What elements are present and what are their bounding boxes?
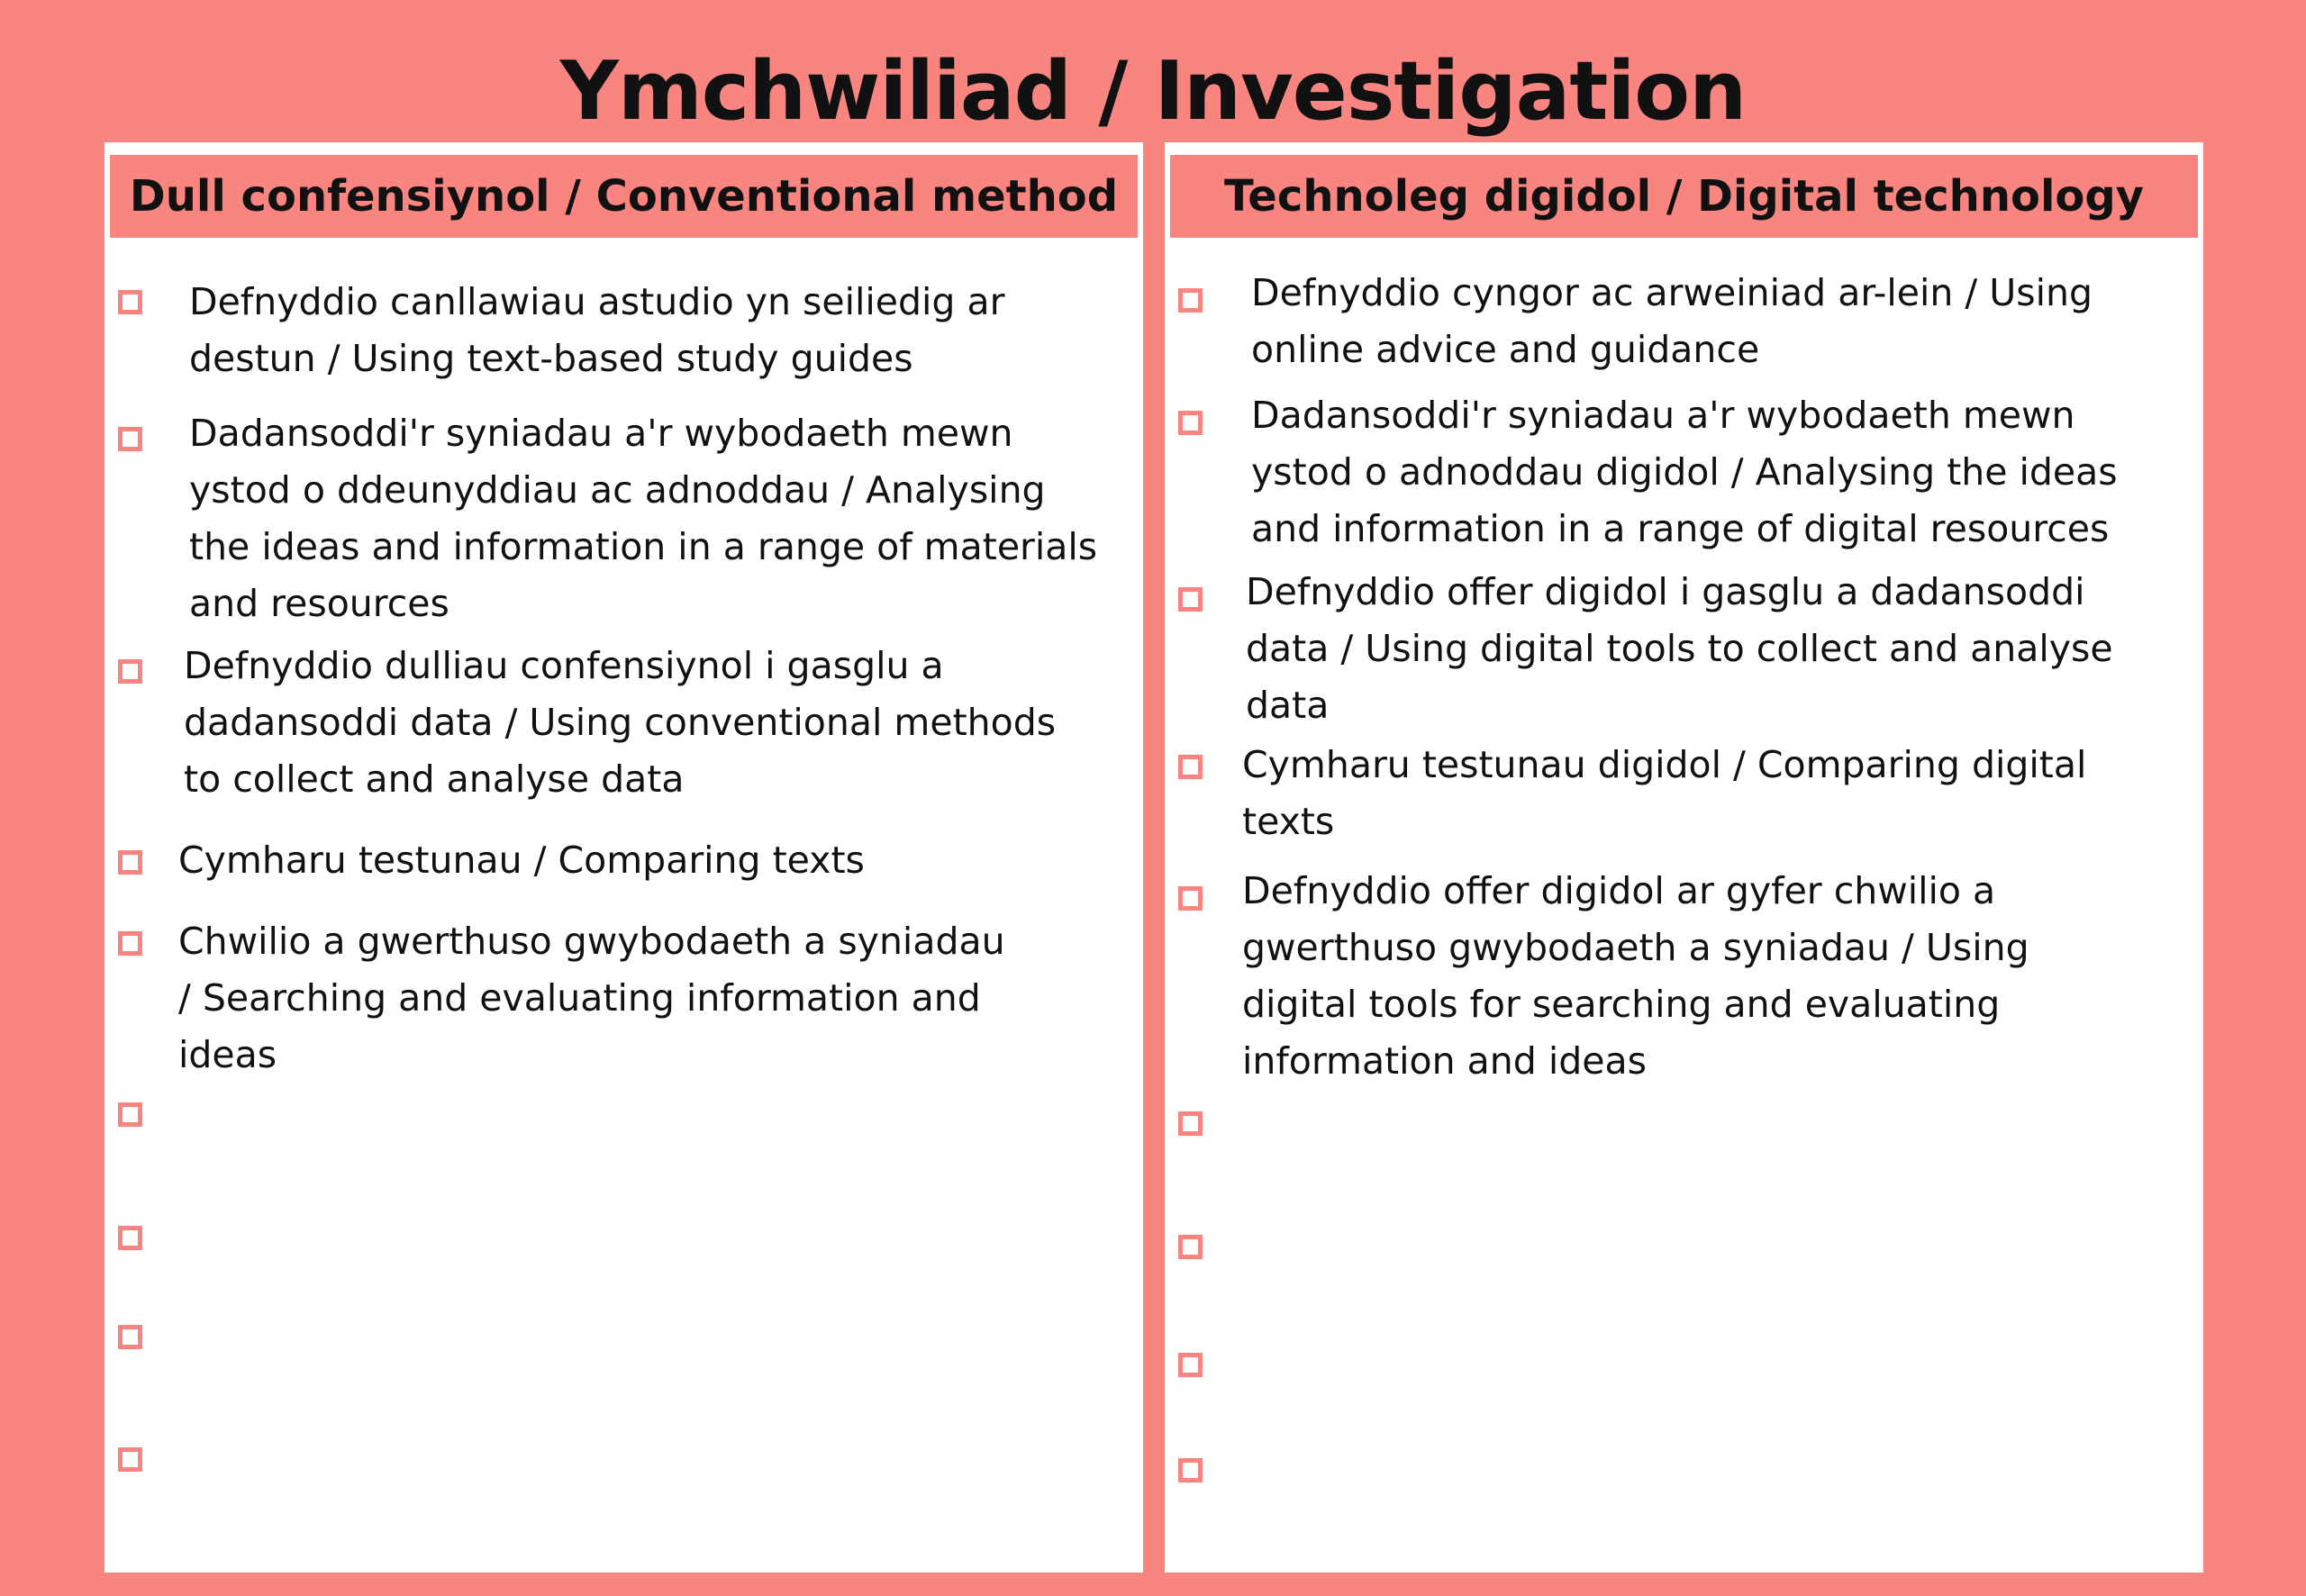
checklist-item-label: Defnyddio offer digidol ar gyfer chwilio a gwerthuso gwybodaeth a syniadau / Using digital tools for searching and evaluating information and ideas — [1242, 869, 2029, 1083]
checkbox[interactable] — [118, 1102, 142, 1127]
checkbox[interactable] — [118, 1447, 142, 1472]
checkbox[interactable] — [118, 659, 142, 684]
checkbox[interactable] — [1178, 1458, 1203, 1483]
checklist-item-label: Defnyddio dulliau confensiynol i gasglu a dadansoddi data / Using conventional methods to collect and analyse data — [184, 644, 1057, 801]
digital-technology-header: Technoleg digidol / Digital technology — [1170, 155, 2198, 238]
checklist-item-label: Chwilio a gwerthuso gwybodaeth a syniadau / Searching and evaluating information and ideas — [178, 920, 1005, 1076]
checklist-item-label: Dadansoddi'r syniadau a'r wybodaeth mewn ystod o adnoddau digidol / Analysing the ideas and information in a range of digital resources — [1251, 394, 2118, 550]
checklist-item-label: Cymharu testunau digidol / Comparing digital texts — [1242, 743, 2087, 843]
checkbox[interactable] — [118, 290, 142, 314]
checkbox[interactable] — [1178, 1353, 1203, 1377]
checkbox[interactable] — [1178, 587, 1203, 612]
checklist-item-label: Dadansoddi'r syniadau a'r wybodaeth mewn ystod o ddeunyddiau ac adnoddau / Analysing the ideas and information in a range of materials and resources — [189, 412, 1098, 625]
checkbox[interactable] — [118, 850, 142, 875]
conventional-method-header: Dull confensiynol / Conventional method — [110, 155, 1138, 238]
conventional-method-panel — [104, 142, 1143, 1573]
checkbox[interactable] — [1178, 886, 1203, 911]
checkbox[interactable] — [1178, 1111, 1203, 1136]
checkbox[interactable] — [1178, 755, 1203, 779]
checklist-item-label: Defnyddio canllawiau astudio yn seiliedig ar destun / Using text-based study guides — [189, 280, 1005, 380]
checklist-item-label: Defnyddio cyngor ac arweiniad ar-lein / Using online advice and guidance — [1251, 271, 2093, 371]
checkbox[interactable] — [1178, 411, 1203, 435]
digital-technology-panel — [1165, 142, 2203, 1573]
checkbox[interactable] — [118, 931, 142, 956]
checklist-item-label: Defnyddio offer digidol i gasglu a dadansoddi data / Using digital tools to collect and analyse data — [1246, 570, 2113, 727]
page-title: Ymchwiliad / Investigation — [559, 44, 1747, 139]
checkbox[interactable] — [118, 427, 142, 451]
checkbox[interactable] — [1178, 1235, 1203, 1259]
checkbox[interactable] — [118, 1226, 142, 1250]
checklist-item-label: Cymharu testunau / Comparing texts — [178, 839, 865, 882]
checkbox[interactable] — [118, 1325, 142, 1349]
checkbox[interactable] — [1178, 288, 1203, 313]
